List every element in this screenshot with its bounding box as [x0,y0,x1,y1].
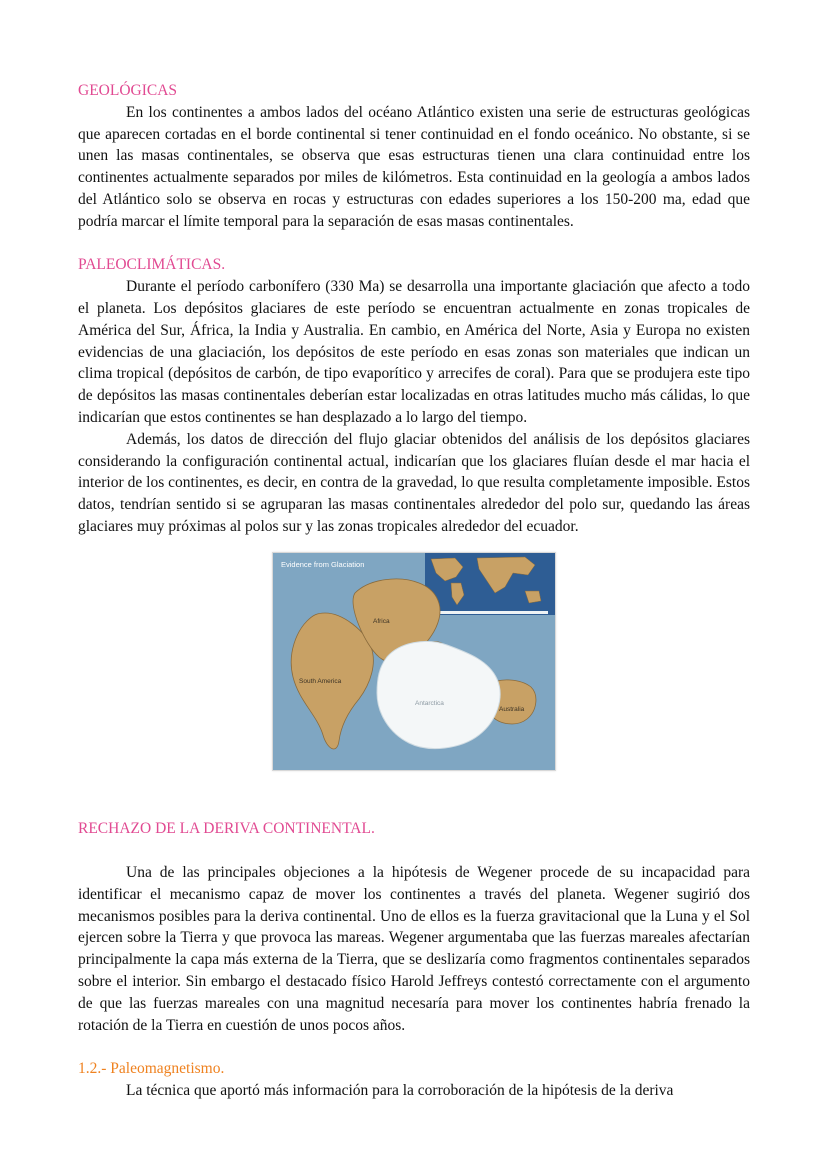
spacer [78,233,750,255]
spacer [78,775,750,819]
spacer [78,840,750,862]
map-label-australia: Australia [499,705,525,713]
figure-container [78,552,750,771]
map-label-south-america: South America [299,677,342,685]
map-label-antarctica: Antarctica [415,699,444,707]
paragraph-paleomagnetismo: La técnica que aportó más información para la corroboración de la hipótesis de la deriva [126,1081,674,1099]
paragraph-geologicas: En los continentes a ambos lados del océano Atlántico existen una serie de estructuras geológicas que aparecen cortadas en el borde continental si tener continuidad en el fondo oceánico. No obstante, si se unen las masas continentales, se observa que esas estructuras tienen una clara continuidad entre los continentes actualmente separados por miles de kilómetros. Esta continuidad en la geología a ambos lados del Atlántico solo se observa en rocas y estructuras con edades superiores a los 150-200 ma, edad que podría marcar el límite temporal para la separación de esas masas continentales. [78,103,750,230]
section-heading-geologicas: GEOLÓGICAS [78,82,178,99]
figure-caption: Evidence from Glaciation [281,559,365,569]
section-heading-paleomagnetismo: 1.2.- Paleomagnetismo. [78,1060,225,1078]
section-heading-rechazo: RECHAZO DE LA DERIVA CONTINENTAL. [78,820,375,838]
paragraph-paleoclimaticas-2: Además, los datos de dirección del flujo glaciar obtenidos del análisis de los depósitos glaciares considerando la configuración continental actual, indicarían que los glaciares fluían desde el mar hacia el interior de los continentes, es decir, en contra de la gravedad, lo que resulta completamente imposible. Estos datos, tendrían sentido si se agruparan las masas continentales alrededor del polo sur, quedando las áreas glaciares muy próximas al polos sur y las zonas tropicales alrededor del ecuador. [78,430,750,535]
paragraph-paleoclimaticas-1: Durante el período carbonífero (330 Ma) se desarrolla una importante glaciación que afecto a todo el planeta. Los depósitos glaciares de este período se encuentran actualmente en zonas tropicales de América del Sur, África, la India y Australia. En cambio, en América del Norte, Asia y Europa no existen evidencias de una glaciación, los depósitos de este período en esas zonas son materiales que indican un clima tropical (depósitos de carbón, de tipo evaporítico y arrecifes de coral). Para que se produjera este tipo de depósitos las masas continentales deberían estar localizadas en otras latitudes mucho más cálidas, lo que indicarían que estos continentes se han desplazado a lo largo del tiempo. [78,278,750,426]
paragraph-rechazo: Una de las principales objeciones a la hipótesis de Wegener procede de su incapacidad para identificar el mecanismo capaz de mover los continentes a través del planeta. Wegener sugirió dos mecanismos posibles para la deriva continental. Uno de ellos es la fuerza gravitacional que la Luna y el Sol ejercen sobre la Tierra y que provoca las mareas. Wegener argumentaba que las fuerzas mareales afectarían principalmente la capa más externa de la Tierra, que se deslizaría como fragmentos continentales separados sobre el interior. Sin embargo el destacado físico Harold Jeffreys contestó correctamente con el argumento de que las fuerzas mareales con una magnitud necesaría para mover los continentes habría frenado la rotación de la Tierra en cuestión de unos pocos años. [78,863,750,1034]
spacer [78,1036,750,1058]
section-heading-paleoclimaticas: PALEOCLIMÁTICAS. [78,256,226,274]
world-map-inset [425,553,555,615]
figure-glaciation-map [272,552,556,771]
map-label-africa: Africa [373,617,390,625]
